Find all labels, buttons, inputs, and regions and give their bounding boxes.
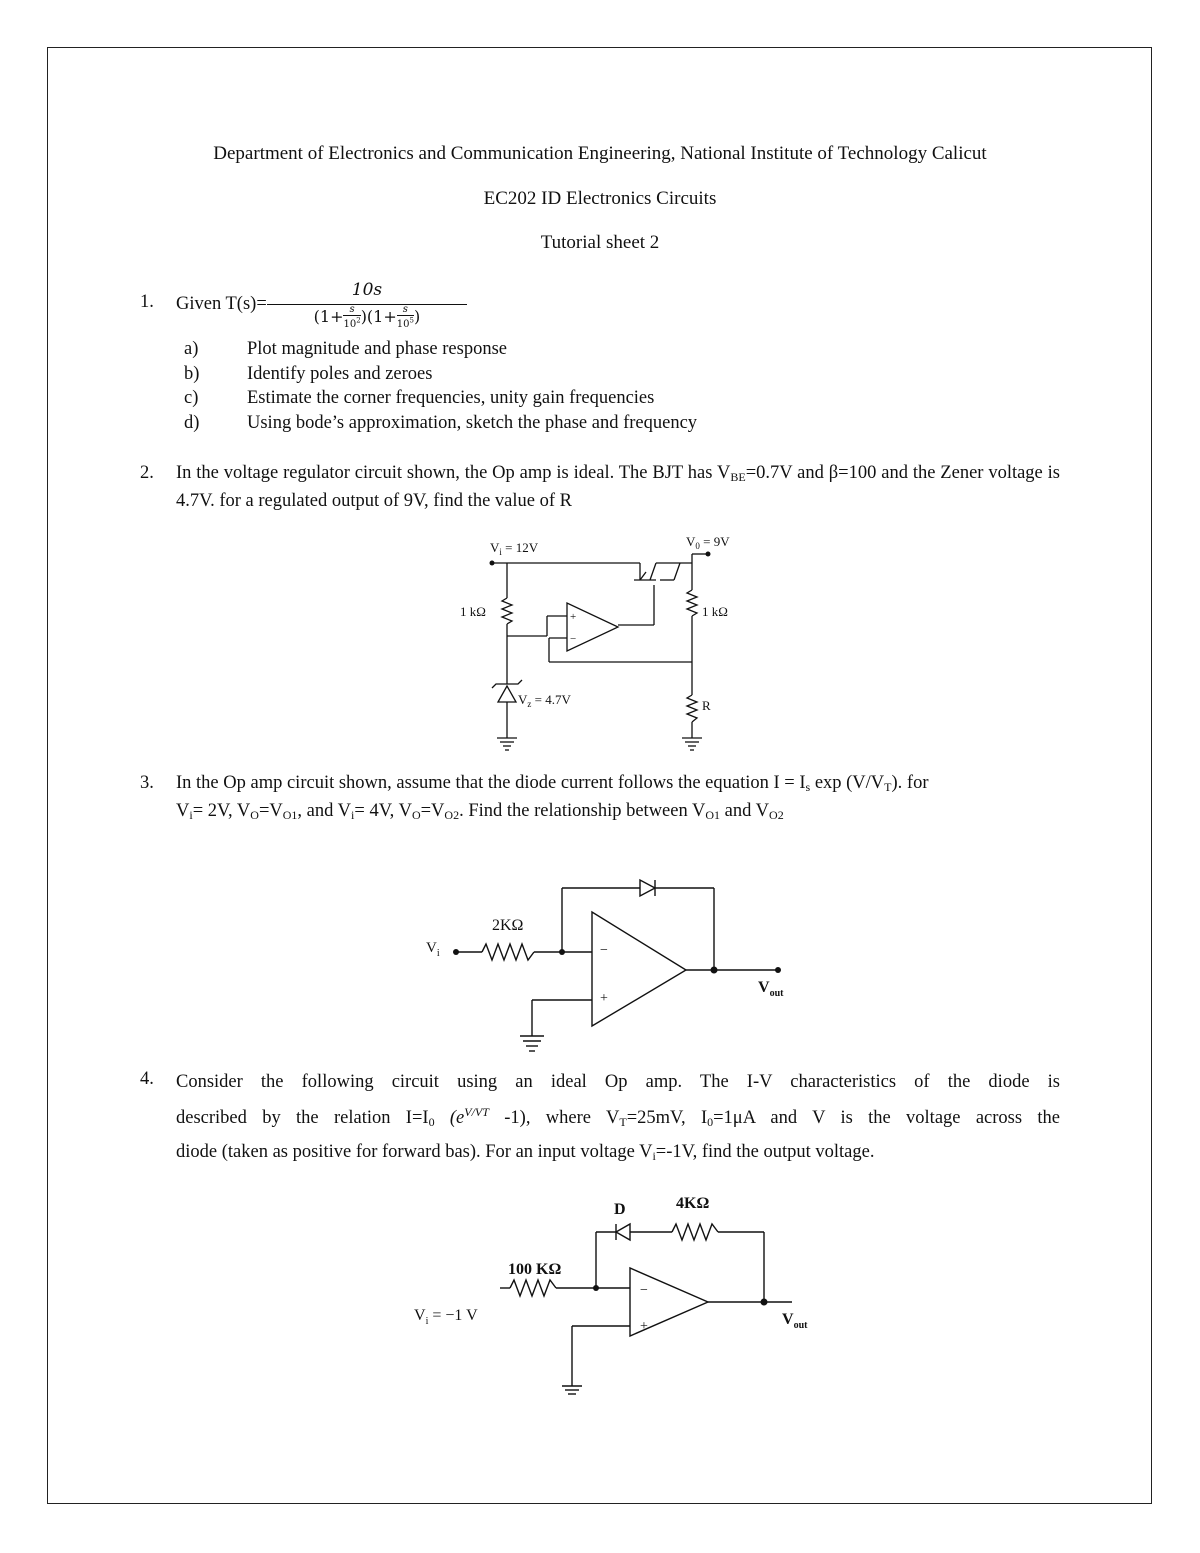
diode-feedback-circuit (410, 1190, 830, 1400)
q3-text: V (176, 801, 190, 821)
question-1-subparts (184, 337, 884, 435)
vout-sym: V (782, 1311, 794, 1328)
opamp-minus: − (570, 633, 577, 645)
vi-value: = −1 V (428, 1307, 478, 1324)
vz-value: = 4.7V (531, 692, 571, 707)
q3-text: and V (720, 801, 770, 821)
question-1-body (176, 278, 1060, 330)
r2-label: 1 kΩ (702, 604, 728, 619)
vo-label (686, 534, 730, 551)
base-10: 10 (343, 319, 357, 331)
q3-text: = 2V, V (192, 801, 251, 821)
q3-sub: T (884, 780, 892, 794)
question-number: 4. (140, 1069, 154, 1089)
s-var: s (397, 305, 414, 316)
q3-text: In the Op amp circuit shown, assume that the diode current follows the equation I = I (176, 773, 806, 793)
q3-sub: O2 (444, 808, 460, 822)
question-number: 2. (140, 463, 154, 483)
vi-label (490, 540, 539, 557)
voltage-regulator-circuit (440, 530, 780, 760)
department-heading: Department of Electronics and Communication Engineering, National Institute of Technology Calicut (213, 143, 987, 164)
subpart-d (184, 411, 884, 436)
q4-text: =-1V, find the output voltage. (655, 1142, 875, 1162)
den-b (397, 319, 414, 330)
rf-4k-label: 4KΩ (676, 1195, 710, 1212)
q4-sub: T (619, 1115, 627, 1129)
q3-sub: i (189, 808, 193, 822)
vz-sym: V (518, 692, 528, 707)
subpart-label: c) (184, 388, 199, 408)
exp-2: 2 (356, 317, 361, 325)
den-part: (1+ (313, 307, 344, 327)
question-2 (140, 461, 1060, 511)
subpart-label: a) (184, 339, 199, 359)
vout-label (782, 1311, 808, 1331)
vi-value: = 12V (501, 540, 539, 555)
vi-sub: i (499, 547, 502, 557)
transfer-function-fraction (267, 278, 467, 330)
subpart-text: Identify poles and zeroes (247, 363, 433, 384)
question-4-text (176, 1067, 1060, 1171)
vi-sub: i (425, 1316, 429, 1327)
exp-5: 5 (409, 317, 414, 325)
q4-sub: 0 (428, 1115, 435, 1129)
q4-sub: i (652, 1149, 656, 1163)
vout-label (758, 979, 784, 999)
subpart-text: Using bode’s approximation, sketch the phase and frequency (247, 412, 698, 433)
base-10: 10 (396, 319, 410, 331)
den-a (343, 319, 360, 330)
q4-text: =1μA and V is the voltage across the (713, 1108, 1060, 1128)
question-number: 3. (140, 773, 154, 793)
q2-sub: BE (730, 470, 746, 484)
q3-sub: O1 (282, 808, 298, 822)
q4-text: described by the relation I=I (176, 1108, 429, 1128)
vo-sub: 0 (695, 541, 700, 551)
q3-sub: O (250, 808, 259, 822)
opamp-minus: − (600, 943, 608, 958)
q3-sub: O2 (769, 808, 784, 822)
subpart-text: Estimate the corner frequencies, unity gain frequencies (247, 388, 655, 408)
vz-label (518, 692, 571, 709)
q4-line-1: Consider the following circuit using an ideal Op amp. The I-V characteristics of the diode is (176, 1072, 1060, 1092)
vo-value: = 9V (699, 534, 730, 549)
opamp-plus: + (640, 1319, 648, 1334)
diode-opamp-circuit (420, 870, 800, 1060)
question-4 (140, 1067, 1060, 1163)
vi-sub: i (436, 948, 440, 959)
transfer-function-label: Given T(s)= (176, 294, 267, 315)
q4-text: =25mV, I (626, 1108, 708, 1128)
question-number: 1. (140, 292, 154, 312)
opamp-minus: − (640, 1283, 648, 1298)
s-var: s (343, 305, 360, 316)
r1-label: 1 kΩ (460, 604, 486, 619)
q3-text: =V (420, 801, 445, 821)
vi-label (414, 1307, 478, 1327)
subpart-label: b) (184, 363, 200, 384)
vo-sym: V (686, 534, 696, 549)
vout-sub: out (769, 988, 784, 999)
q4-text: diode (taken as positive for forward bas). For an input voltage V (176, 1142, 653, 1162)
q3-text: ). for (891, 773, 929, 793)
vi-sym: V (414, 1307, 426, 1324)
subpart-b (184, 362, 884, 387)
q2-text: In the voltage regulator circuit shown, the Op amp is ideal. The BJT has V (176, 463, 731, 483)
denominator (267, 305, 467, 330)
q3-text: . Find the relationship between V (459, 801, 706, 821)
subpart-text: Plot magnitude and phase response (247, 339, 507, 359)
r-2k-label: 2KΩ (492, 917, 524, 934)
numerator: 10s (267, 278, 467, 305)
question-3-text (176, 771, 1060, 827)
question-2-text (176, 461, 1060, 513)
subpart-a (184, 337, 884, 362)
q2-text: =0.7V and β=100 and the Zener voltage is 4.7V. for a regulated output of 9V, find the value of R (176, 463, 1060, 511)
vi-label (426, 940, 440, 959)
den-part: ) (413, 307, 421, 327)
inner-fraction-b (397, 305, 414, 330)
vi-sym: V (490, 540, 500, 555)
q4-text: -1), where V (488, 1108, 620, 1128)
q3-text: =V (258, 801, 283, 821)
subpart-c (184, 386, 884, 411)
q3-sub: O (411, 808, 421, 822)
course-title: EC202 ID Electronics Circuits (483, 188, 717, 209)
r-label: R (702, 698, 711, 713)
opamp-plus: + (570, 611, 577, 623)
q3-text: , and V (297, 801, 352, 821)
q3-text: = 4V, V (354, 801, 412, 821)
q4-text: (e (434, 1108, 465, 1128)
subpart-label: d) (184, 412, 200, 433)
q3-sub: O1 (705, 808, 721, 822)
diode-d-label: D (614, 1201, 626, 1218)
q4-sub: 0 (707, 1115, 714, 1129)
vout-sub: out (793, 1320, 808, 1331)
vz-sub: z (527, 699, 532, 709)
q3-text: exp (V/V (810, 773, 885, 793)
sheet-title: Tutorial sheet 2 (540, 232, 660, 253)
q3-sub: s (805, 780, 811, 794)
inner-fraction-a (343, 305, 360, 330)
q4-line-2 (176, 1097, 1060, 1137)
q4-line-3 (176, 1137, 1060, 1171)
q4-exponent: V/VT (464, 1105, 489, 1119)
rin-100k-label: 100 KΩ (508, 1261, 562, 1278)
q3-sub: i (351, 808, 355, 822)
vout-sym: V (758, 979, 770, 996)
opamp-plus: + (600, 991, 608, 1006)
vi-sym: V (426, 940, 437, 956)
den-part: )(1+ (360, 307, 397, 327)
question-3 (140, 771, 1060, 821)
